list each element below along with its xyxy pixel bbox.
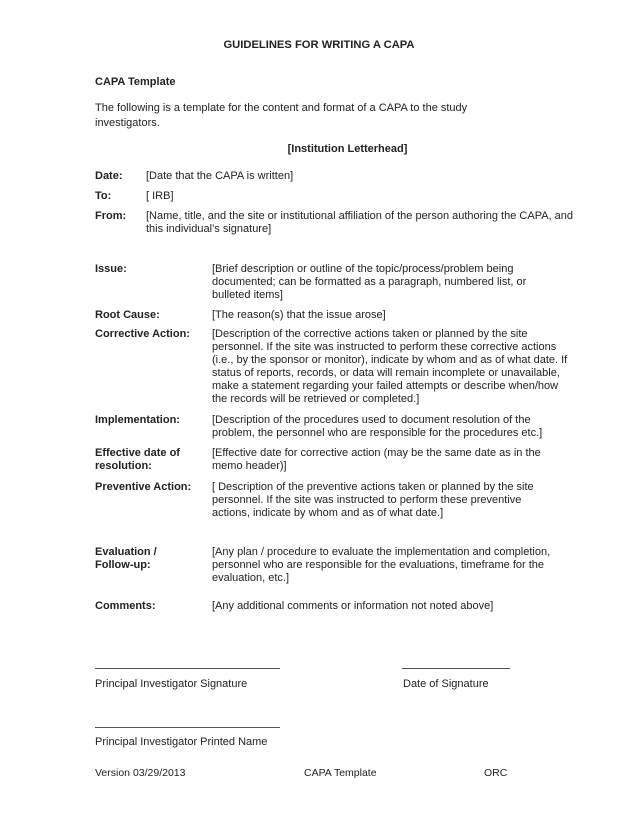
comments-value: [Any additional comments or information not noted above] [212, 600, 494, 612]
pi-signature-caption: Principal Investigator Signature [95, 678, 248, 690]
implementation-value: [Description of the procedures used to document resolution of the problem, the personnel who are responsible for the procedures etc.] [212, 414, 543, 439]
institution-letterhead: [Institution Letterhead] [287, 143, 408, 155]
root-cause-label: Root Cause: [95, 309, 160, 321]
corrective-action-value: [Description of the corrective actions taken or planned by the site personnel. If the site was instructed to perform these corrective actions (i.e., by the sponsor or monitor), indicate by whom and as of what date. If status of reports, records, or data will remain incomplete or unavailable, make a statement regarding your failed attempts or describe when/how the records will be retrieved or completed.] [212, 328, 568, 405]
from-label: From: [95, 210, 127, 222]
evaluation-label: Evaluation / Follow-up: [95, 546, 157, 571]
evaluation-value: [Any plan / procedure to evaluate the implementation and completion, personnel who are responsible for the evaluations, timeframe for the evaluation, etc.] [212, 546, 551, 584]
effective-date-value: [Effective date for corrective action (may be the same date as in the memo header)] [212, 447, 541, 472]
to-value: [ IRB] [146, 190, 174, 202]
issue-value: [Brief description or outline of the topic/process/problem being documented; can be formatted as a paragraph, numbered list, or bulleted items] [212, 263, 527, 301]
date-signature-line [402, 668, 510, 669]
effective-date-label: Effective date of resolution: [95, 447, 180, 472]
section-heading: CAPA Template [95, 76, 176, 88]
date-value: [Date that the CAPA is written] [146, 170, 294, 182]
intro-paragraph: The following is a template for the content and format of a CAPA to the study investigators. [95, 102, 468, 129]
pi-printed-name-caption: Principal Investigator Printed Name [95, 736, 268, 748]
footer-version: Version 03/29/2013 [95, 767, 186, 779]
footer-right: ORC [484, 767, 508, 779]
corrective-action-label: Corrective Action: [95, 328, 190, 340]
preventive-action-label: Preventive Action: [95, 481, 192, 493]
footer-center: CAPA Template [304, 767, 377, 779]
date-label: Date: [95, 170, 123, 182]
root-cause-value: [The reason(s) that the issue arose] [212, 309, 386, 321]
to-label: To: [95, 190, 112, 202]
pi-signature-line [95, 668, 280, 669]
implementation-label: Implementation: [95, 414, 180, 426]
date-signature-caption: Date of Signature [403, 678, 489, 690]
comments-label: Comments: [95, 600, 156, 612]
document-title: GUIDELINES FOR WRITING A CAPA [223, 39, 415, 51]
pi-printed-name-line [95, 727, 280, 728]
preventive-action-value: [ Description of the preventive actions taken or planned by the site personnel. If the site was instructed to perform these preventive actions, indicate by whom and as of what date.] [212, 481, 534, 519]
from-value: [Name, title, and the site or institutional affiliation of the person authoring the CAPA, and this individual’s signature] [146, 210, 574, 235]
issue-label: Issue: [95, 263, 127, 275]
